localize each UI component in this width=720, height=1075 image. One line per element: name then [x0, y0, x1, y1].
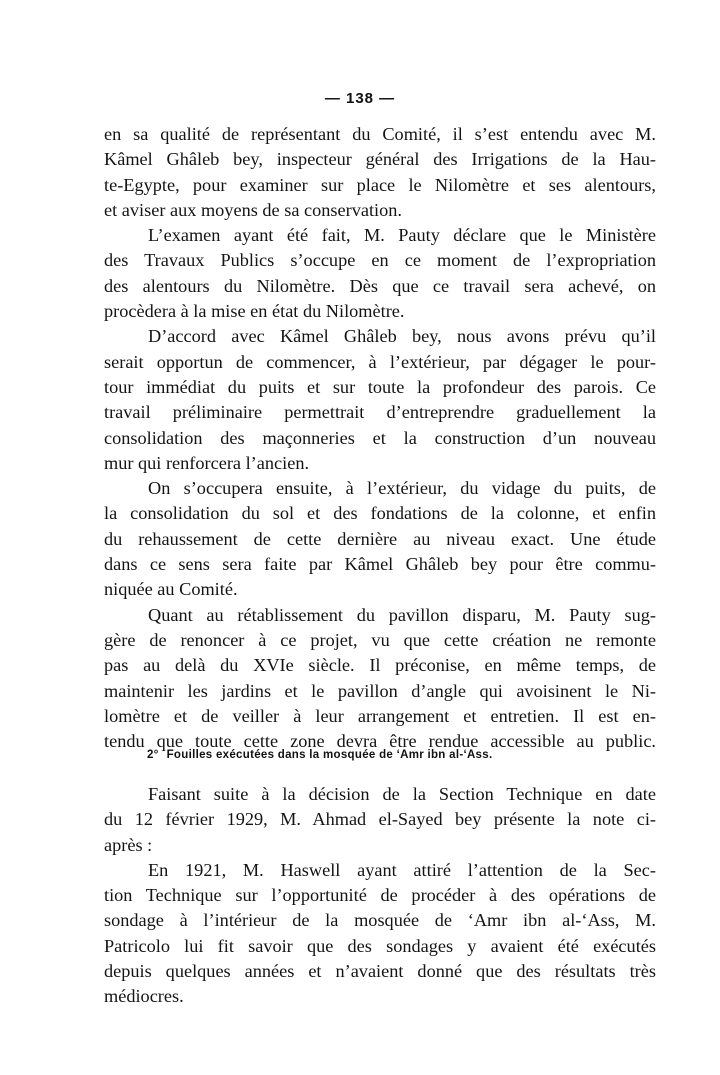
text-line: lomètre et de veiller à leur arrangement et entretien. Il est en- — [104, 705, 656, 726]
text-line: après : — [104, 834, 153, 855]
text-line: et aviser aux moyens de sa conservation. — [104, 199, 402, 220]
text-line: D’accord avec Kâmel Ghâleb bey, nous avons prévu qu’il — [148, 326, 656, 347]
text-line: sondage à l’intérieur de la mosquée de ‘Amr ibn al-‘Ass, M. — [104, 910, 656, 931]
text-line: travail préliminaire permettrait d’entreprendre graduellement la — [104, 402, 656, 423]
text-line: la consolidation du sol et des fondations de la colonne, et enfin — [104, 503, 656, 524]
section-title: Fouilles exécutées dans la mosquée de ‘Amr ibn al-‘Ass. — [166, 749, 493, 761]
section-number: 2° — [147, 749, 159, 761]
text-line: du rehaussement de cette dernière au niveau exact. Une étude — [104, 528, 656, 549]
text-line: Quant au rétablissement du pavillon disparu, M. Pauty sug- — [148, 604, 656, 625]
text-line: du 12 février 1929, M. Ahmad el-Sayed bey présente la note ci- — [104, 809, 656, 830]
text-line: niquée au Comité. — [104, 579, 238, 600]
text-line: Patricolo lui fit savoir que des sondages y avaient été exécutés — [104, 935, 656, 956]
page-number: — 138 — — [324, 90, 396, 107]
text-line: maintenir les jardins et le pavillon d’angle qui avoisinent le Ni- — [104, 680, 656, 701]
text-line: Kâmel Ghâleb bey, inspecteur général des Irrigations de la Hau- — [104, 149, 656, 170]
text-line: tour immédiat du puits et sur toute la profondeur des parois. Ce — [104, 376, 656, 397]
text-line: en sa qualité de représentant du Comité, il s’est entendu avec M. — [104, 124, 656, 144]
text-line: serait opportun de commencer, à l’extérieur, par dégager le pour- — [104, 351, 656, 372]
text-line: tion Technique sur l’opportunité de procéder à des opérations de — [104, 885, 656, 906]
text-line: tendu que toute cette zone devra être rendue accessible au public. — [104, 731, 656, 752]
text-line: En 1921, M. Haswell ayant attiré l’attention de la Sec- — [148, 859, 656, 880]
text-line: L’examen ayant été fait, M. Pauty déclare que le Ministère — [148, 225, 656, 246]
text-line: des Travaux Publics s’occupe en ce moment de l’expropriation — [104, 250, 656, 271]
text-block-nilometre — [104, 122, 656, 754]
text-block-mosque — [104, 782, 656, 1010]
text-line: mur qui renforcera l’ancien. — [104, 452, 310, 473]
text-line: consolidation des maçonneries et la construction d’un nouveau — [104, 427, 656, 448]
text-line: pas au delà du XVIe siècle. Il préconise, en même temps, de — [104, 655, 656, 676]
section-heading — [147, 749, 492, 761]
text-line: gère de renoncer à ce projet, vu que cette création ne remonte — [104, 629, 656, 650]
text-line: médiocres. — [104, 986, 184, 1007]
text-line: dans ce sens sera faite par Kâmel Ghâleb bey pour être commu- — [104, 554, 656, 575]
text-line: te-Egypte, pour examiner sur place le Nilomètre et ses alentours, — [104, 174, 656, 195]
text-line: des alentours du Nilomètre. Dès que ce travail sera achevé, on — [104, 275, 656, 296]
text-line: Faisant suite à la décision de la Section Technique en date — [148, 784, 656, 804]
text-line: depuis quelques années et n’avaient donné que des résultats très — [104, 961, 656, 982]
text-line: On s’occupera ensuite, à l’extérieur, du vidage du puits, de — [148, 478, 656, 499]
text-line: procèdera à la mise en état du Nilomètre. — [104, 301, 405, 322]
